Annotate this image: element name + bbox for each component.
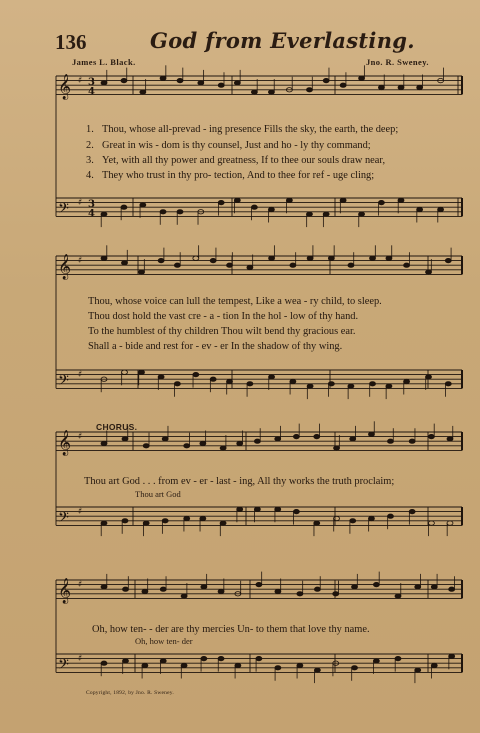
note-head — [160, 210, 166, 214]
verse-4-line-2: Shall a - bide and rest for - ev - er In the shadow of thy wing. — [88, 341, 343, 352]
note-head — [340, 83, 346, 87]
note-head — [269, 375, 275, 379]
note-head — [268, 90, 274, 94]
note-head — [101, 212, 107, 216]
note-head — [449, 654, 455, 658]
chorus-line-2: Oh, how ten- - der are thy mercies Un- to them that love thy name. — [92, 624, 370, 635]
composer-credit: Jno. R. Sweney. — [366, 57, 429, 67]
note-head — [447, 521, 453, 525]
treble-clef-icon: 𝄞 — [58, 430, 72, 456]
note-head — [200, 516, 206, 520]
note-head — [333, 592, 339, 596]
note-head — [121, 78, 127, 82]
note-head — [143, 521, 149, 525]
note-head — [218, 83, 224, 87]
note-head — [140, 203, 146, 207]
verse-3-line-2: To the humblest of thy children Thou wilt bend thy gracious ear. — [88, 326, 356, 337]
note-head — [254, 439, 260, 443]
note-head — [210, 377, 216, 381]
sharp-icon: ♯ — [78, 369, 83, 380]
note-head — [140, 90, 146, 94]
note-head — [314, 587, 320, 591]
note-head — [123, 659, 129, 663]
note-head — [395, 656, 401, 660]
note-head — [398, 85, 404, 89]
note-head — [328, 256, 334, 260]
bass-clef-icon: 𝄢 — [58, 372, 69, 393]
note-head — [101, 81, 107, 85]
note-head — [370, 382, 376, 386]
note-head — [445, 382, 451, 386]
note-head — [348, 263, 354, 267]
note-head — [415, 668, 421, 672]
note-head — [101, 521, 107, 525]
note-head — [426, 375, 432, 379]
note-head — [275, 437, 281, 441]
note-head — [370, 256, 376, 260]
note-head — [143, 444, 149, 448]
note-head — [286, 198, 292, 202]
treble-clef-icon: 𝄞 — [58, 254, 72, 280]
verse-2-line-2: Thou dost hold the vast cre - a - tion In the hol - low of thy hand. — [88, 311, 359, 322]
note-head — [218, 589, 224, 593]
note-head — [160, 587, 166, 591]
note-head — [368, 432, 374, 436]
note-head — [426, 270, 432, 274]
note-head — [297, 592, 303, 596]
note-head — [220, 521, 226, 525]
note-head — [210, 258, 216, 262]
verse-1-line-1: 1. Thou, whose all-prevad - ing presence Fills the sky, the earth, the deep; — [86, 124, 399, 135]
note-head — [415, 585, 421, 589]
note-head — [417, 85, 423, 89]
note-head — [162, 519, 168, 523]
note-head — [438, 207, 444, 211]
note-head — [398, 198, 404, 202]
copyright-notice: Copyright, 1892, by Jno. R. Sweney. — [86, 690, 174, 696]
note-head — [121, 261, 127, 265]
sharp-icon: ♯ — [78, 255, 83, 266]
chorus-label: CHORUS. — [96, 422, 138, 432]
note-head — [256, 656, 262, 660]
note-head — [447, 437, 453, 441]
note-head — [373, 659, 379, 663]
note-head — [101, 256, 107, 260]
sharp-icon: ♯ — [78, 653, 83, 664]
note-head — [314, 668, 320, 672]
note-head — [142, 589, 148, 593]
hymn-title: God from Everlasting. — [150, 28, 415, 53]
note-head — [293, 509, 299, 513]
note-head — [404, 379, 410, 383]
note-head — [177, 78, 183, 82]
note-head — [293, 434, 299, 438]
note-head — [275, 589, 281, 593]
bass-cue-1: Thou art God — [135, 489, 181, 499]
note-head — [378, 85, 384, 89]
note-head — [306, 212, 312, 216]
note-head — [387, 439, 393, 443]
note-head — [198, 81, 204, 85]
note-head — [201, 656, 207, 660]
note-head — [254, 507, 260, 511]
note-head — [220, 446, 226, 450]
note-head — [348, 384, 354, 388]
note-head — [123, 587, 129, 591]
note-head — [290, 263, 296, 267]
note-head — [251, 90, 257, 94]
lyricist-credit: James L. Black. — [72, 57, 136, 67]
note-head — [409, 439, 415, 443]
note-head — [227, 263, 233, 267]
note-head — [160, 659, 166, 663]
note-head — [193, 256, 199, 260]
note-head — [404, 263, 410, 267]
verse-1-line-2: Thou, whose voice can lull the tempest, Like a wea - ry child, to sleep. — [88, 296, 382, 307]
sharp-icon: ♯ — [78, 431, 83, 442]
note-head — [368, 516, 374, 520]
note-head — [101, 441, 107, 445]
note-head — [251, 205, 257, 209]
note-head — [121, 205, 127, 209]
note-head — [269, 256, 275, 260]
note-head — [184, 444, 190, 448]
time-signature: 3 — [88, 77, 95, 89]
page-number: 136 — [55, 30, 87, 54]
note-head — [386, 256, 392, 260]
note-head — [227, 379, 233, 383]
note-head — [200, 441, 206, 445]
verse-4-line-1: 4. They who trust in thy pro- tection, And to thee for ref - uge cling; — [86, 170, 375, 181]
note-head — [101, 585, 107, 589]
note-head — [428, 521, 434, 525]
note-head — [340, 198, 346, 202]
bass-cue-2: Oh, how ten- der — [135, 636, 193, 646]
note-head — [234, 81, 240, 85]
note-head — [247, 382, 253, 386]
note-head — [275, 507, 281, 511]
note-head — [237, 507, 243, 511]
note-head — [395, 594, 401, 598]
note-head — [431, 663, 437, 667]
note-head — [428, 434, 434, 438]
sharp-icon: ♯ — [78, 75, 83, 86]
chorus-line-1: Thou art God . . . from ev - er - last - ing, All thy works the truth proclaim; — [84, 476, 395, 487]
note-head — [139, 370, 145, 374]
note-head — [359, 212, 365, 216]
note-head — [352, 585, 358, 589]
note-head — [378, 200, 384, 204]
note-head — [449, 587, 455, 591]
note-head — [184, 516, 190, 520]
note-head — [350, 519, 356, 523]
note-head — [307, 256, 313, 260]
verse-3-line-1: 3. Yet, with all thy power and greatness, If to thee our souls draw near, — [86, 155, 386, 166]
note-head — [431, 585, 437, 589]
note-head — [218, 200, 224, 204]
time-signature: 4 — [88, 208, 95, 220]
bass-clef-icon: 𝄢 — [58, 656, 69, 677]
note-head — [297, 663, 303, 667]
note-head — [328, 382, 334, 386]
note-head — [334, 446, 340, 450]
treble-clef-icon: 𝄞 — [58, 74, 72, 100]
sharp-icon: ♯ — [78, 197, 83, 208]
note-head — [290, 379, 296, 383]
note-head — [158, 258, 164, 262]
note-head — [235, 663, 241, 667]
note-head — [323, 212, 329, 216]
treble-clef-icon: 𝄞 — [58, 578, 72, 604]
note-head — [177, 210, 183, 214]
note-head — [122, 519, 128, 523]
note-head — [445, 258, 451, 262]
note-head — [174, 263, 180, 267]
note-head — [193, 372, 199, 376]
note-head — [122, 437, 128, 441]
note-head — [417, 207, 423, 211]
note-head — [234, 198, 240, 202]
note-head — [181, 663, 187, 667]
time-signature: 3 — [88, 199, 95, 211]
note-head — [201, 585, 207, 589]
bass-clef-icon: 𝄢 — [58, 509, 69, 530]
note-head — [237, 441, 243, 445]
note-head — [350, 437, 356, 441]
note-head — [247, 265, 253, 269]
note-head — [314, 434, 320, 438]
note-head — [334, 516, 340, 520]
note-head — [162, 437, 168, 441]
note-head — [352, 666, 358, 670]
note-head — [101, 661, 107, 665]
sharp-icon: ♯ — [78, 579, 83, 590]
note-head — [307, 384, 313, 388]
note-head — [409, 509, 415, 513]
note-head — [160, 76, 166, 80]
note-head — [373, 582, 379, 586]
time-signature: 4 — [88, 86, 95, 98]
bass-clef-icon: 𝄢 — [58, 200, 69, 221]
note-head — [275, 666, 281, 670]
note-head — [142, 663, 148, 667]
note-head — [359, 76, 365, 80]
note-head — [158, 375, 164, 379]
note-head — [121, 370, 127, 374]
note-head — [181, 594, 187, 598]
note-head — [268, 207, 274, 211]
note-head — [387, 514, 393, 518]
verse-2-line-1: 2. Great in wis - dom is thy counsel, Just and ho - ly thy command; — [86, 140, 371, 151]
note-head — [323, 78, 329, 82]
note-head — [386, 384, 392, 388]
note-head — [139, 270, 145, 274]
note-head — [306, 88, 312, 92]
note-head — [218, 656, 224, 660]
note-head — [174, 382, 180, 386]
note-head — [314, 521, 320, 525]
sharp-icon: ♯ — [78, 506, 83, 517]
note-head — [256, 582, 262, 586]
